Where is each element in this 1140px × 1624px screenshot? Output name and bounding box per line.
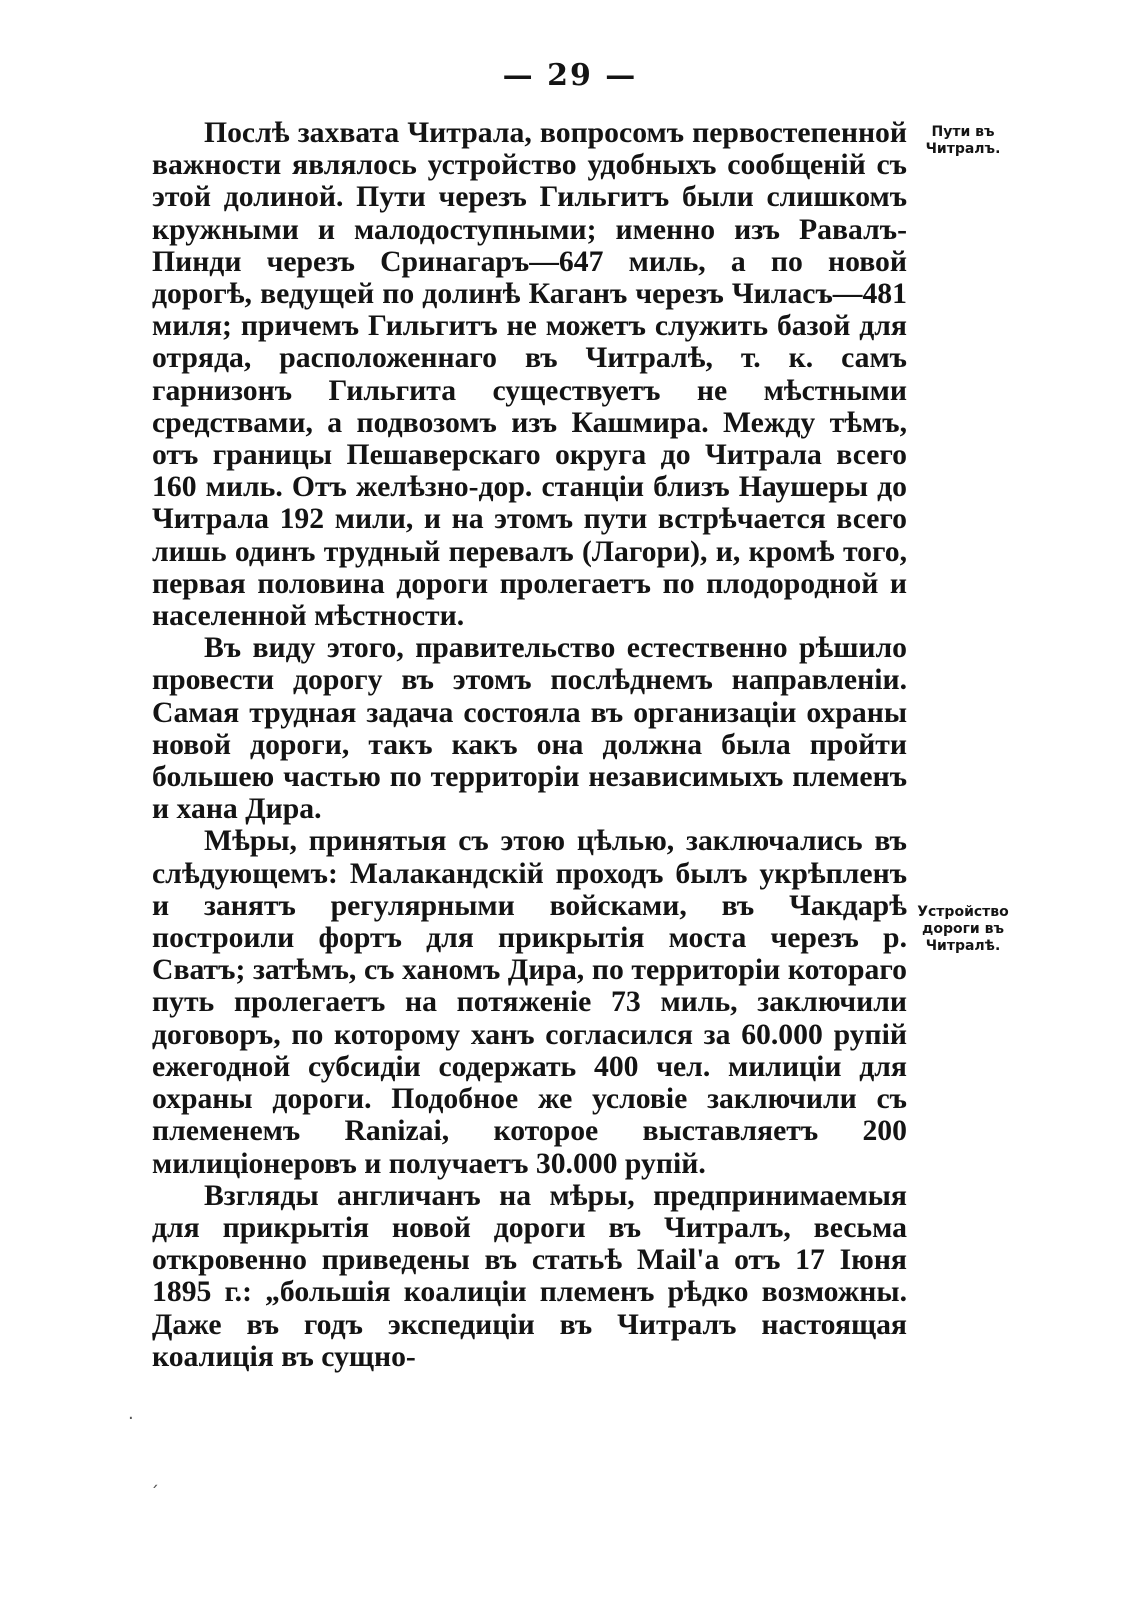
body-text <box>152 117 907 1373</box>
paragraph: Въ виду этого, правительство естественно рѣшило провести дорогу въ этомъ послѣднемъ направленiи. Самая трудная задача состояла въ организацiи охраны новой дороги, такъ какъ она должна была пройти большею частью по территорiи независимыхъ племенъ и хана Дира. <box>152 632 907 826</box>
paragraph: Послѣ захвата Читрала, вопросомъ первостепенной важности являлось устройство удобныхъ сообщенiй съ этой долиной. Пути черезъ Гильгитъ были слишкомъ кружными и малодоступными; именно изъ Равалъ-Пинди черезъ Сринагаръ—647 миль, а по новой дорогѣ, ведущей по долинѣ Каганъ черезъ Чиласъ—481 миля; причемъ Гильгитъ не можетъ служить базой для отряда, расположеннаго въ Читралѣ, т. к. самъ гарнизонъ Гильгита существуетъ не мѣстными средствами, а подвозомъ изъ Кашмира. Между тѣмъ, отъ границы Пешаверскаго округа до Читрала всего 160 миль. Отъ желѣзно-дор. станцiи близъ Наушеры до Читрала 192 мили, и на этомъ пути встрѣчается всего лишь одинъ трудный перевалъ (Лагори), и, кромѣ того, первая половина дороги пролегаетъ по плодородной и населенной мѣстности. <box>152 117 907 633</box>
page-number: — 29 — <box>502 58 638 93</box>
print-speck: · <box>128 1408 134 1429</box>
marginal-note-road: Устройство дороги въ Читралѣ. <box>917 904 1009 954</box>
paragraph: Взгляды англичанъ на мѣры, предпринимаемыя для прикрытiя новой дороги въ Читралъ, весьма откровенно приведены въ статьѣ Mail'а отъ 17 Iюня 1895 г.: „большiя коалицiи племенъ рѣдко возможны. Даже въ годъ экспедицiи въ Читралъ настоящая коалицiя въ сущно- <box>152 1179 907 1373</box>
print-speck: ˏ <box>150 1468 159 1489</box>
marginal-note-routes: Пути въ Читралъ. <box>925 124 1001 157</box>
paragraph: Мѣры, принятыя съ этою цѣлью, заключались въ слѣдующемъ: Малакандскiй проходъ былъ укрѣпленъ и занятъ регулярными войсками, въ Чакдарѣ построили фортъ для прикрытiя моста черезъ р. Сватъ; затѣмъ, съ ханомъ Дира, по территорiи котораго путь пролегаетъ на потяженiе 73 миль, заключили договоръ, по которому ханъ согласился за 60.000 рупiй ежегодной субсидiи содержать 400 чел. милицiи для охраны дороги. Подобное же условiе заключили съ племенемъ Ranizai, которое выставляетъ 200 милицiонеровъ и получаетъ 30.000 рупiй. <box>152 825 907 1180</box>
